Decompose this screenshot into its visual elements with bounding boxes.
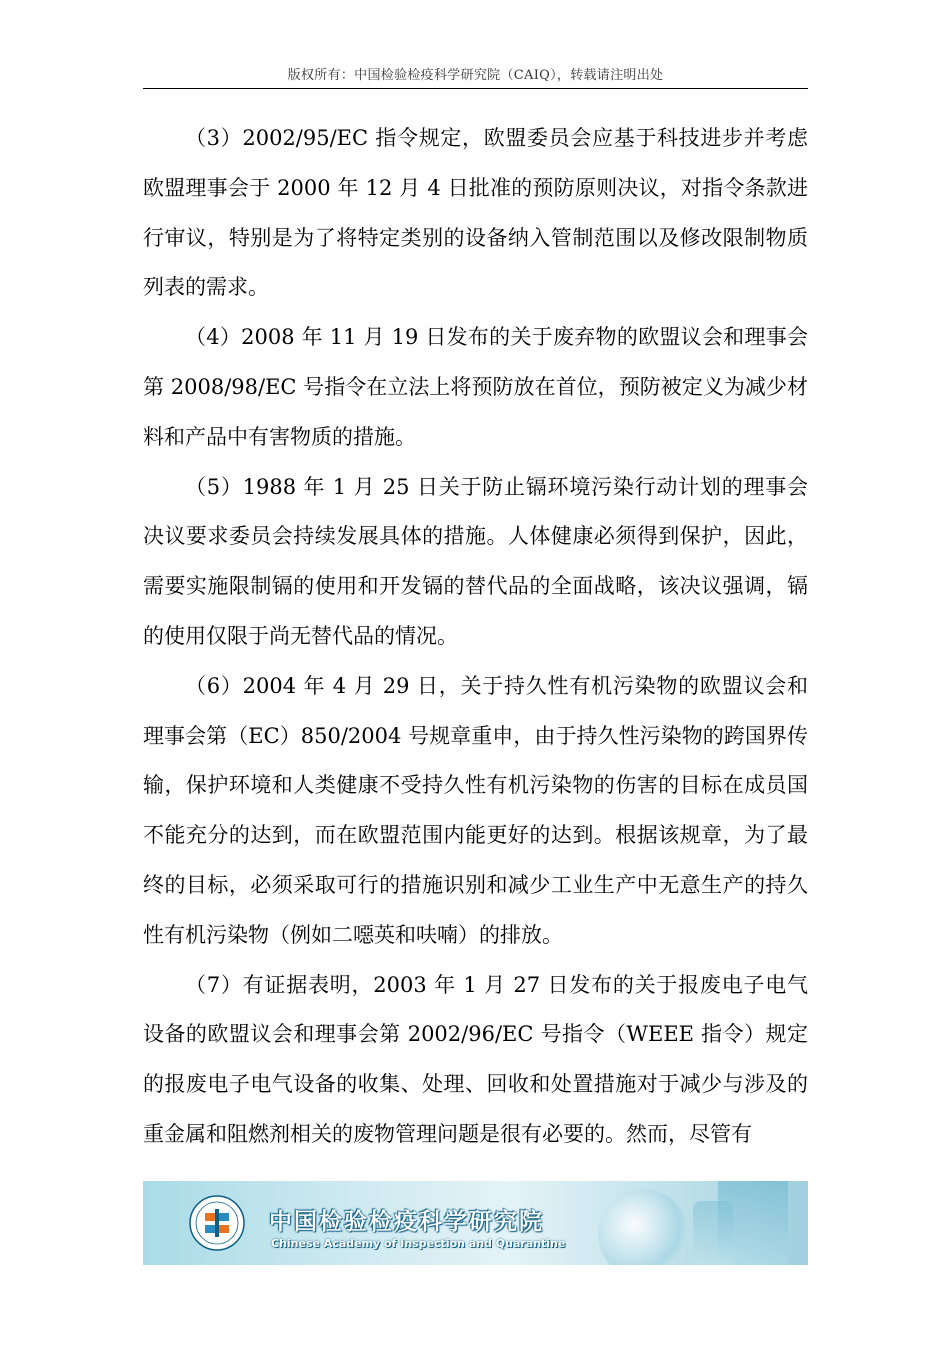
caiq-logo-icon bbox=[189, 1195, 245, 1251]
paragraph-4: （4）2008 年 11 月 19 日发布的关于废弃物的欧盟议会和理事会第 2008/98/EC 号指令在立法上将预防放在首位，预防被定义为减少材料和产品中有害物质的措施。 bbox=[143, 325, 808, 449]
document-body bbox=[143, 114, 808, 1160]
paragraph-7: （7）有证据表明，2003 年 1 月 27 日发布的关于报废电子电气设备的欧盟议会和理事会第 2002/96/EC 号指令（WEEE 指令）规定的报废电子电气设备的收集、处理、回收和处置措施对于减少与涉及的重金属和阻燃剂相关的废物管理问题是很有必要的。然而，尽管有 bbox=[143, 972, 808, 1146]
caiq-banner bbox=[143, 1181, 808, 1265]
paragraph-5: （5）1988 年 1 月 25 日关于防止镉环境污染行动计划的理事会决议要求委员会持续发展具体的措施。人体健康必须得到保护，因此，需要实施限制镉的使用和开发镉的替代品的全面战略，该决议强调，镉的使用仅限于尚无替代品的情况。 bbox=[143, 474, 808, 648]
banner-decoration bbox=[598, 1189, 688, 1265]
header-divider bbox=[143, 88, 808, 89]
banner-decoration bbox=[693, 1201, 733, 1265]
copyright-notice: 版权所有：中国检验检疫科学研究院（CAIQ），转载请注明出处 bbox=[287, 68, 664, 83]
paragraph-6: （6）2004 年 4 月 29 日，关于持久性有机污染物的欧盟议会和理事会第（EC）850/2004 号规章重申，由于持久性污染物的跨国界传输，保护环境和人类健康不受持久性有机污染物的伤害的目标在成员国不能充分的达到，而在欧盟范围内能更好的达到。根据该规章，为了最终的目标，必须采取可行的措施识别和减少工业生产中无意生产的持久性有机污染物（例如二噁英和呋喃）的排放。 bbox=[143, 673, 808, 947]
institution-name-en: Chinese Academy of Inspection and Quarantine bbox=[271, 1237, 566, 1250]
institution-name-cn: 中国检验检疫科学研究院 bbox=[269, 1209, 544, 1235]
paragraph-3: （3）2002/95/EC 指令规定，欧盟委员会应基于科技进步并考虑欧盟理事会于 2000 年 12 月 4 日批准的预防原则决议，对指令条款进行审议，特别是为了将特定类别的设备纳入管制范围以及修改限制物质列表的需求。 bbox=[143, 126, 808, 300]
